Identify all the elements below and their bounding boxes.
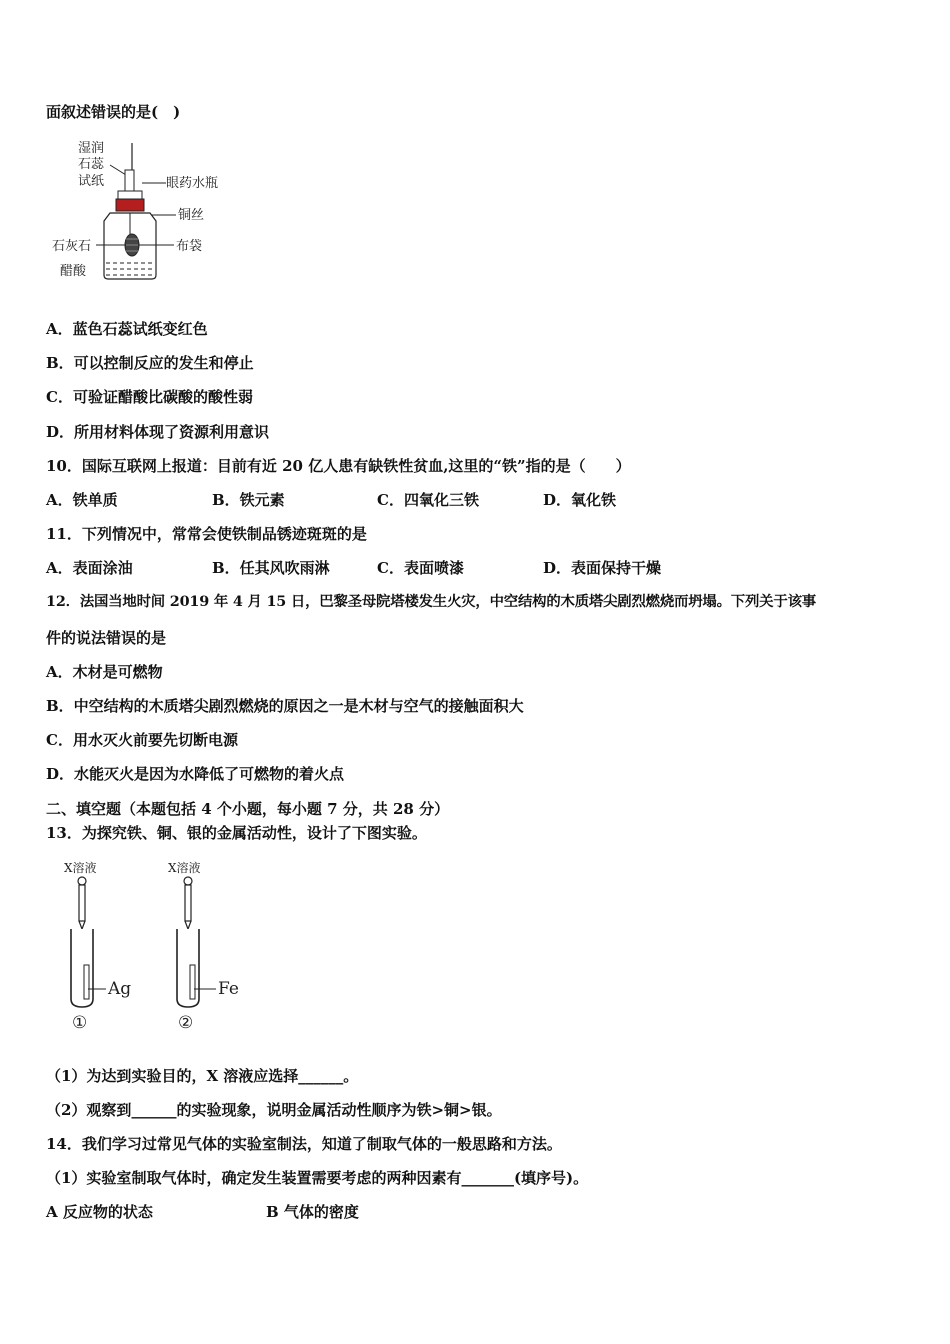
bottle-cap (116, 199, 144, 211)
litmus-paper-strip (125, 170, 134, 192)
q10-option-b: B．铁元素 (212, 491, 285, 509)
q10-option-c: C．四氧化三铁 (377, 491, 479, 509)
q13-test-tube-diagram (50, 855, 250, 1035)
q14-option-a: A 反应物的状态 (46, 1203, 153, 1221)
label-litmus-1: 湿润 (78, 141, 105, 156)
q11-option-b: B．任其风吹雨淋 (212, 559, 330, 577)
tube1-number: ① (72, 1013, 88, 1033)
q9-option-b: B．可以控制反应的发生和停止 (46, 354, 254, 372)
q14-sub1: （1）实验室制取气体时，确定发生装置需要考虑的两种因素有_______(填序号)。 (46, 1169, 589, 1187)
tube2-dropper (185, 885, 191, 921)
q11-stem: 11．下列情况中，常常会使铁制品锈迹斑斑的是 (46, 525, 367, 543)
q14-option-b: B 气体的密度 (266, 1203, 359, 1221)
q10-stem: 10．国际互联网上报道：目前有近 20 亿人患有缺铁性贫血,这里的“铁”指的是（ ） (46, 457, 631, 475)
q13-sub1: （1）为达到实验目的，X 溶液应选择______。 (46, 1067, 359, 1085)
q12-option-c: C．用水灭火前要先切断电源 (46, 731, 238, 749)
q12-stem-line2: 件的说法错误的是 (46, 629, 167, 647)
label-acid: 醋酸 (60, 264, 87, 279)
tube1-metal-strip (84, 965, 89, 999)
tube2-metal-label: Fe (218, 979, 239, 999)
tube1-solution-label: X溶液 (64, 861, 97, 875)
tube2 (177, 929, 199, 1007)
q11-option-a: A．表面涂油 (46, 559, 133, 577)
label-bag: 布袋 (176, 239, 203, 254)
q12-option-b: B．中空结构的木质塔尖剧烈燃烧的原因之一是木材与空气的接触面积大 (46, 697, 524, 715)
tube2-number: ② (178, 1013, 194, 1033)
q12-option-d: D．水能灭火是因为水降低了可燃物的着火点 (46, 765, 345, 783)
q9-option-a: A．蓝色石蕊试纸变红色 (46, 320, 208, 338)
q10-option-a: A．铁单质 (46, 491, 118, 509)
label-limestone: 石灰石 (52, 239, 92, 254)
label-litmus-2: 石蕊 (78, 157, 105, 172)
q9-option-c: C．可验证醋酸比碳酸的酸性弱 (46, 388, 253, 406)
q10-option-d: D．氧化铁 (543, 491, 617, 509)
label-dropper: 眼药水瓶 (166, 176, 219, 191)
label-wire: 铜丝 (178, 208, 205, 223)
q13-stem: 13．为探究铁、铜、银的金属活动性，设计了下图实验。 (46, 824, 427, 842)
tube2-solution-label: X溶液 (168, 861, 201, 875)
q13-sub2: （2）观察到______的实验现象，说明金属活动性顺序为铁>铜>银。 (46, 1101, 502, 1119)
q14-stem: 14．我们学习过常见气体的实验室制法，知道了制取气体的一般思路和方法。 (46, 1135, 562, 1153)
q12-stem-line1: 12．法国当地时间 2019 年 4 月 15 日，巴黎圣母院塔楼发生火灾，中空结构的木质塔尖剧烈燃烧而坍塌。下列关于该事 (46, 593, 816, 610)
tube2-metal-strip (190, 965, 195, 999)
section2-heading: 二、填空题（本题包括 4 个小题，每小题 7 分，共 28 分） (46, 800, 450, 818)
q11-option-d: D．表面保持干燥 (543, 559, 662, 577)
q9-option-d: D．所用材料体现了资源利用意识 (46, 423, 270, 441)
tube1-metal-label: Ag (108, 979, 132, 999)
q9-apparatus-diagram (40, 135, 240, 285)
tube1 (71, 929, 93, 1007)
q12-option-a: A．木材是可燃物 (46, 663, 163, 681)
tube1-dropper (79, 885, 85, 921)
q11-option-c: C．表面喷漆 (377, 559, 464, 577)
q9-stem-tail: 面叙述错误的是( ) (46, 103, 181, 121)
label-litmus-3: 试纸 (78, 174, 105, 189)
